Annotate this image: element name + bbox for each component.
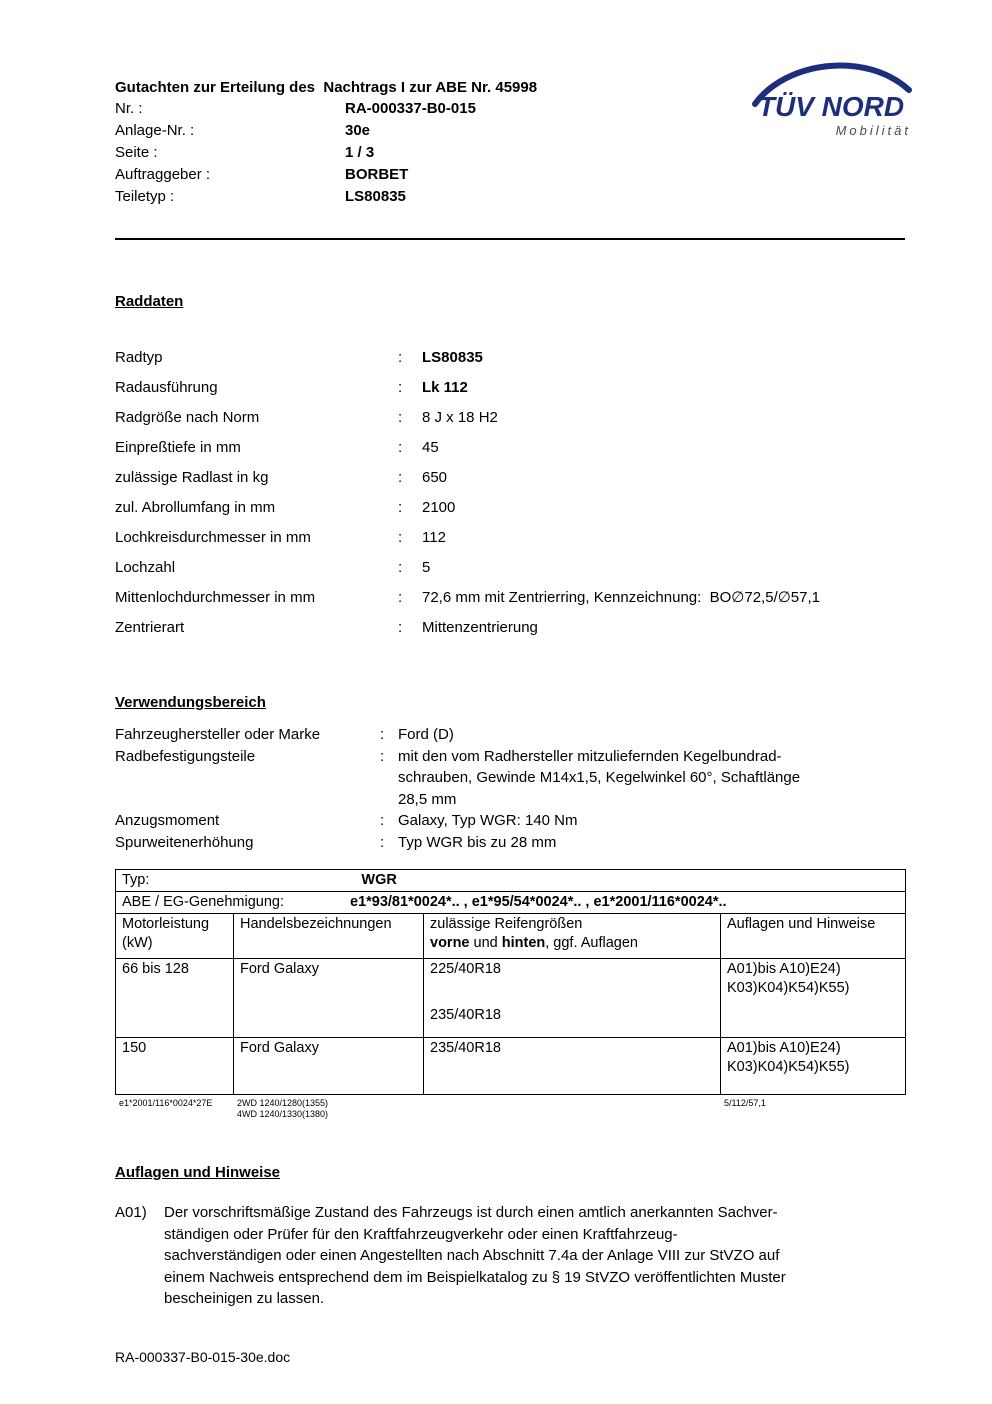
raddaten-value: Lk 112: [422, 379, 468, 396]
header-text: Motorleistung: [122, 916, 210, 932]
field-value: 30e: [345, 122, 371, 139]
section-heading-auflagen: Auflagen und Hinweise: [115, 1164, 281, 1181]
colon: :: [398, 349, 403, 366]
notes-line: A01)bis A10)E24): [727, 961, 841, 977]
notes-line: A01)bis A10)E24): [727, 1040, 841, 1056]
abe-cell: [116, 892, 906, 914]
verwendung-value: Galaxy, Typ WGR: 140 Nm: [398, 812, 578, 829]
document-filename: RA-000337-B0-015-30e.doc: [115, 1349, 291, 1365]
header-divider: [115, 238, 905, 240]
raddaten-row-zentrierart: [115, 619, 905, 637]
header-cell-handelsbezeichnungen: Handelsbezeichnungen: [234, 914, 424, 959]
logo-brand-text: TÜV NORD: [757, 91, 905, 122]
cell-model: Ford Galaxy: [234, 1038, 424, 1095]
table-header-row: [116, 914, 906, 959]
cell-notes: [721, 959, 906, 1038]
tire-front: 235/40R18: [430, 1040, 501, 1056]
field-label: Seite :: [115, 144, 158, 161]
colon: :: [380, 833, 385, 851]
raddaten-block: [115, 349, 905, 637]
document-header: [115, 78, 911, 208]
field-value: BORBET: [345, 166, 409, 183]
colon: :: [398, 409, 403, 426]
header-text-vorne: vorne: [430, 935, 470, 951]
footnote-line: 2WD 1240/1280(1355): [237, 1098, 329, 1108]
raddaten-value: LS80835: [422, 349, 483, 366]
raddaten-row-radtyp: [115, 349, 905, 367]
auflagen-code: A01): [115, 1204, 147, 1221]
field-value: LS80835: [345, 188, 406, 205]
raddaten-value: 5: [422, 559, 431, 576]
verwendung-value-line: 28,5 mm: [398, 790, 457, 808]
verwendung-value-line: schrauben, Gewinde M14x1,5, Kegelwinkel 60°, Schaftlänge: [398, 769, 801, 786]
tire-rear: 235/40R18: [430, 1007, 501, 1023]
raddaten-value: Mittenzentrierung: [422, 619, 538, 636]
raddaten-label: Einpreßtiefe in mm: [115, 439, 241, 456]
raddaten-value: 650: [422, 469, 448, 486]
section-heading-raddaten: Raddaten: [115, 293, 184, 310]
colon: :: [398, 439, 403, 456]
cell-notes: [721, 1038, 906, 1095]
header-cell-reifengroessen: [424, 914, 721, 959]
raddaten-value: 45: [422, 439, 439, 456]
footnote-genehmigung: e1*2001/116*0024*27E: [119, 1098, 213, 1108]
colon: :: [398, 589, 403, 606]
table-data-row: [116, 959, 906, 1038]
verwendung-row-radbefestigung: [115, 746, 905, 811]
field-label: Nr. :: [115, 100, 143, 117]
verwendung-value-line: mit den vom Radhersteller mitzuliefernden Kegelbundrad-: [398, 747, 782, 765]
raddaten-row-einpresstiefe: [115, 439, 905, 457]
logo-subtitle: Mobilität: [835, 123, 911, 138]
tuev-nord-logo: [741, 58, 921, 140]
header-text: (kW): [122, 935, 153, 951]
raddaten-label: Radausführung: [115, 379, 218, 396]
auflagen-item-a01: [115, 1202, 905, 1310]
table-data-row: [116, 1038, 906, 1095]
raddaten-value: 8 J x 18 H2: [422, 409, 498, 426]
tire-front: 225/40R18: [430, 961, 501, 977]
auflagen-text: [164, 1202, 905, 1310]
raddaten-row-mittenloch: [115, 589, 905, 607]
verwendung-value-multiline: [398, 746, 905, 811]
auflagen-text-line: bescheinigen zu lassen.: [164, 1290, 325, 1307]
raddaten-label: Lochzahl: [115, 559, 176, 576]
header-text-line2: [430, 934, 714, 953]
verwendung-row-anzugsmoment: [115, 810, 905, 832]
colon: :: [398, 559, 403, 576]
table-row-typ: [116, 870, 906, 892]
verwendung-label: Spurweitenerhöhung: [115, 833, 254, 851]
header-text: zulässige Reifengrößen: [430, 916, 583, 932]
footnote-line: 4WD 1240/1330(1380): [237, 1108, 329, 1119]
raddaten-label: Zentrierart: [115, 619, 185, 636]
raddaten-row-abrollumfang: [115, 499, 905, 517]
verwendung-row-spurweite: [115, 832, 905, 854]
typ-value: WGR: [361, 872, 397, 888]
raddaten-row-lochzahl: [115, 559, 905, 577]
field-value: RA-000337-B0-015: [345, 100, 476, 117]
field-label: Anlage-Nr. :: [115, 122, 195, 139]
raddaten-row-lochkreis: [115, 529, 905, 547]
typ-label: Typ:: [122, 872, 150, 888]
abe-label: ABE / EG-Genehmigung:: [122, 894, 284, 910]
colon: :: [398, 529, 403, 546]
auflagen-text-line: ständigen oder Prüfer für den Kraftfahrzeugverkehr oder einen Kraftfahrzeug-: [164, 1225, 678, 1243]
footnote-lochkreis: 5/112/57,1: [724, 1098, 766, 1108]
auflagen-text-line: sachverständigen oder einen Angestellten nach Abschnitt 7.4a der Anlage VIII zur StVZO auf: [164, 1247, 780, 1264]
abe-value: e1*93/81*0024*.. , e1*95/54*0024*.. , e1*2001/116*0024*..: [350, 894, 727, 910]
colon: :: [398, 619, 403, 636]
field-value: 1 / 3: [345, 144, 375, 161]
verwendungsbereich-block: [115, 724, 905, 853]
header-cell-motorleistung: [116, 914, 234, 959]
verwendung-label: Anzugsmoment: [115, 812, 220, 829]
cell-power: 150: [116, 1038, 234, 1095]
colon: :: [398, 379, 403, 396]
notes-line: K03)K04)K54)K55): [727, 1059, 850, 1075]
field-label: Auftraggeber :: [115, 166, 211, 183]
colon: :: [380, 747, 385, 765]
header-field-auftraggeber: [115, 164, 905, 186]
auflagen-text-line: Der vorschriftsmäßige Zustand des Fahrzeugs ist durch einen amtlich anerkannten Sachver-: [164, 1204, 778, 1221]
footnote-spurweiten: [233, 1098, 423, 1119]
cell-model: Ford Galaxy: [234, 959, 424, 1038]
raddaten-label: Radtyp: [115, 349, 163, 366]
raddaten-label: Mittenlochdurchmesser in mm: [115, 589, 316, 606]
raddaten-value: 72,6 mm mit Zentrierring, Kennzeichnung: BO∅72,5/∅57,1: [422, 589, 820, 606]
colon: :: [398, 499, 403, 516]
raddaten-row-radgroesse: [115, 409, 905, 427]
header-text-ggf: , ggf. Auflagen: [545, 935, 638, 951]
raddaten-label: zul. Abrollumfang in mm: [115, 499, 276, 516]
verwendung-label: Fahrzeughersteller oder Marke: [115, 726, 321, 743]
cell-tires: [424, 1038, 721, 1095]
raddaten-value: 112: [422, 529, 446, 546]
notes-line: K03)K04)K54)K55): [727, 980, 850, 996]
cell-tires: [424, 959, 721, 1038]
typ-cell: [116, 870, 906, 892]
verwendung-value: Ford (D): [398, 726, 454, 743]
header-text-hinten: hinten: [501, 935, 546, 951]
table-footnotes: [115, 1098, 905, 1119]
verwendung-row-hersteller: [115, 724, 905, 746]
verwendung-label: Radbefestigungsteile: [115, 747, 256, 765]
colon: :: [380, 812, 385, 829]
cell-power: 66 bis 128: [116, 959, 234, 1038]
colon: :: [398, 469, 403, 486]
raddaten-value: 2100: [422, 499, 456, 516]
application-table: [115, 869, 906, 1095]
header-cell-auflagen: Auflagen und Hinweise: [721, 914, 906, 959]
header-field-teiletyp: [115, 186, 905, 208]
header-field-seite: [115, 142, 905, 164]
header-text-und: und: [469, 935, 502, 951]
colon: :: [380, 726, 385, 743]
footnote-empty: [423, 1098, 720, 1119]
section-heading-verwendungsbereich: Verwendungsbereich: [115, 694, 266, 711]
raddaten-label: Lochkreisdurchmesser in mm: [115, 529, 311, 546]
document-title: Gutachten zur Erteilung des Nachtrags I zur ABE Nr. 45998: [115, 79, 538, 96]
raddaten-label: Radgröße nach Norm: [115, 409, 260, 426]
raddaten-row-radausfuehrung: [115, 379, 905, 397]
verwendung-value: Typ WGR bis zu 28 mm: [398, 833, 557, 851]
table-row-abe: [116, 892, 906, 914]
field-label: Teiletyp :: [115, 188, 175, 205]
raddaten-row-radlast: [115, 469, 905, 487]
auflagen-text-line: einem Nachweis entsprechend dem im Beispielkatalog zu § 19 StVZO veröffentlichten Muster: [164, 1268, 786, 1286]
raddaten-label: zulässige Radlast in kg: [115, 469, 269, 486]
